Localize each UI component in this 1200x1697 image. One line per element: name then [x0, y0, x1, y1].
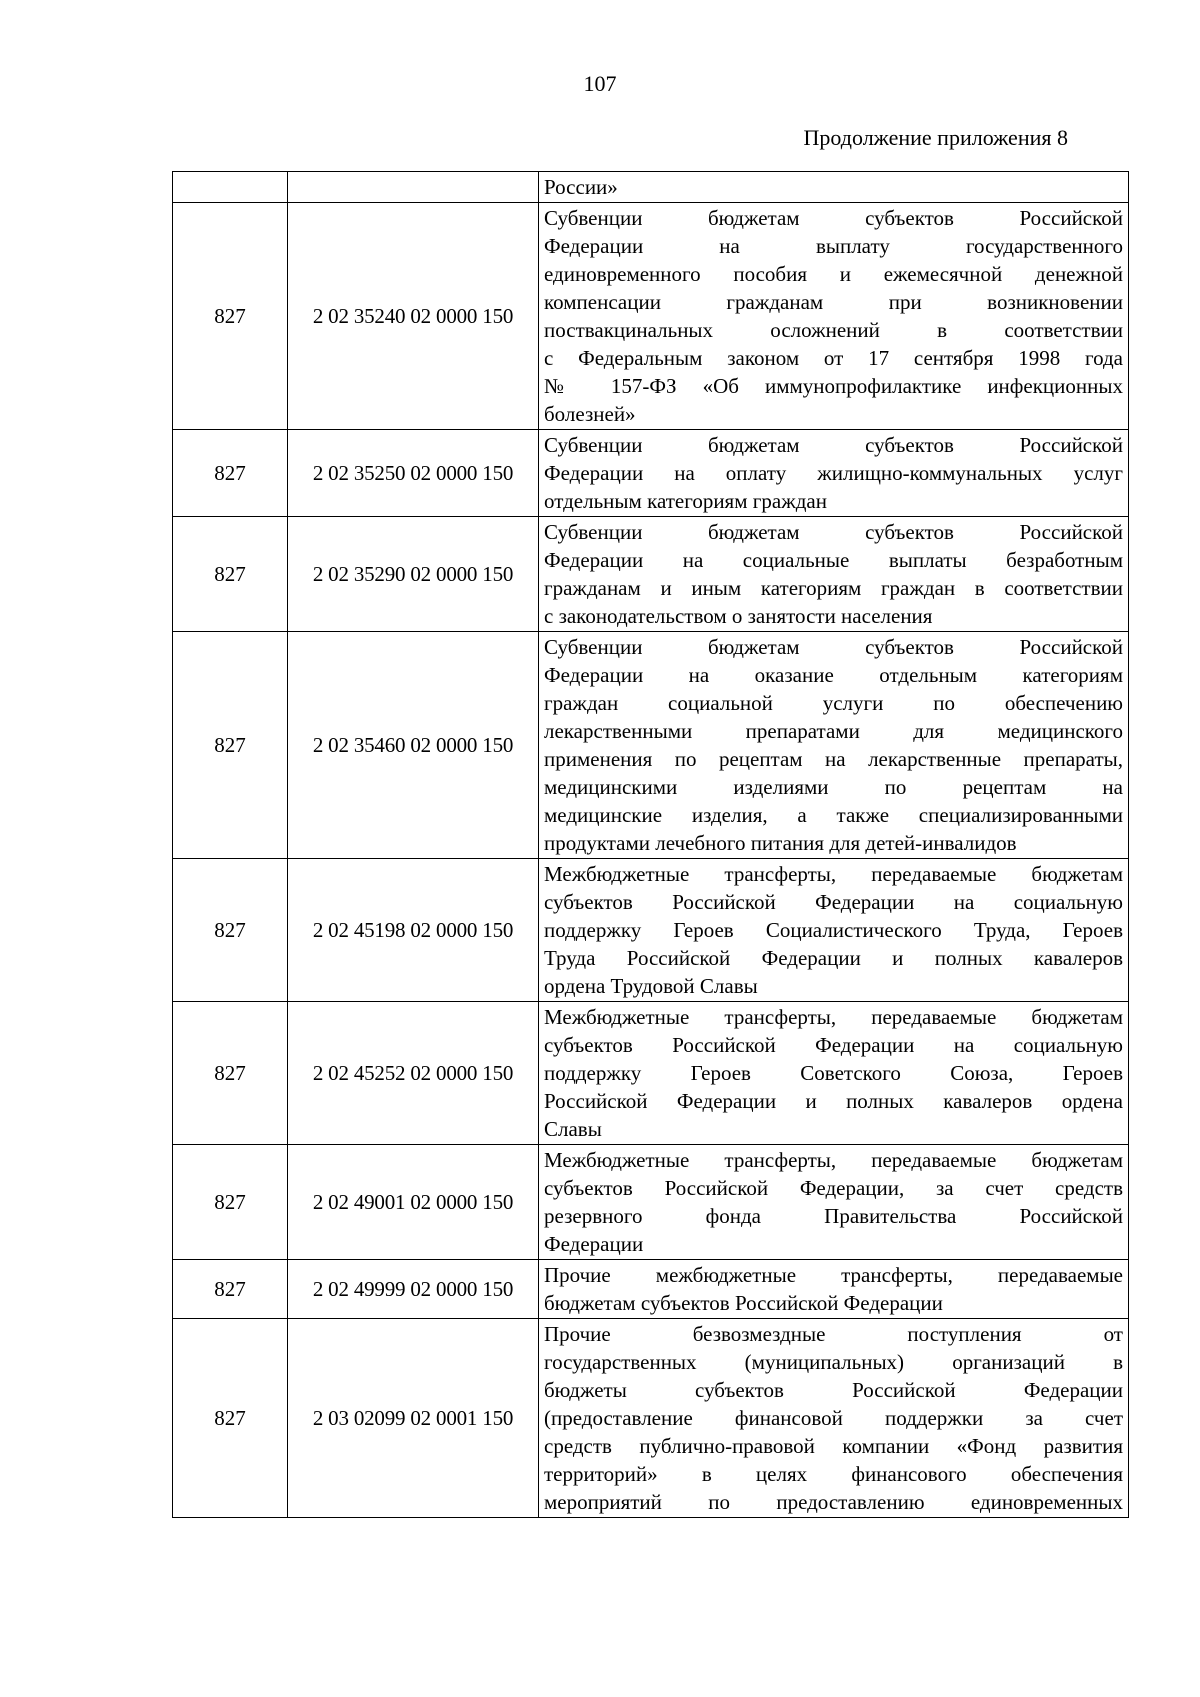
revenue-name-line: Труда Российской Федерации и полных кавалеров — [544, 946, 1123, 970]
revenue-name-cell — [539, 517, 1129, 632]
table-row — [173, 1260, 1129, 1319]
revenue-name-line: территорий» в целях финансового обеспечения — [544, 1462, 1123, 1486]
table-row — [173, 172, 1129, 203]
revenue-name-cell — [539, 632, 1129, 859]
revenue-name-line: лекарственными препаратами для медицинского — [544, 719, 1123, 743]
revenue-name-line: Межбюджетные трансферты, передаваемые бюджетам — [544, 862, 1123, 886]
table-row — [173, 859, 1129, 1002]
revenue-name-line: ордена Трудовой Славы — [544, 974, 758, 998]
table-body — [173, 172, 1129, 1518]
revenue-name-line: Субвенции бюджетам субъектов Российской — [544, 433, 1123, 457]
revenue-name-line: Прочие безвозмездные поступления от — [544, 1322, 1123, 1346]
admin-code-cell: 827 — [173, 1319, 288, 1518]
admin-code-cell — [173, 172, 288, 203]
budget-classification-code-cell — [288, 172, 539, 203]
appendix-caption: Продолжение приложения 8 — [803, 125, 1068, 150]
table-row — [173, 1145, 1129, 1260]
revenue-name-line: Федерации на выплату государственного — [544, 234, 1123, 258]
budget-classification-code-cell: 2 02 45198 02 0000 150 — [288, 859, 539, 1002]
revenue-name-line: бюджеты субъектов Российской Федерации — [544, 1378, 1123, 1402]
revenue-name-cell — [539, 1002, 1129, 1145]
admin-code-cell: 827 — [173, 859, 288, 1002]
revenue-name-cell — [539, 1319, 1129, 1518]
table-row — [173, 1002, 1129, 1145]
revenue-name-cell — [539, 203, 1129, 430]
revenue-name-line: Субвенции бюджетам субъектов Российской — [544, 206, 1123, 230]
revenue-name-line: поддержку Героев Социалистического Труда, Героев — [544, 918, 1123, 942]
revenue-name-line: продуктами лечебного питания для детей-инвалидов — [544, 831, 1017, 855]
revenue-name-cell — [539, 430, 1129, 517]
revenue-name-line: единовременного пособия и ежемесячной денежной — [544, 262, 1123, 286]
admin-code-cell: 827 — [173, 632, 288, 859]
revenue-name-line: Субвенции бюджетам субъектов Российской — [544, 635, 1123, 659]
revenue-name-line: Прочие межбюджетные трансферты, передаваемые — [544, 1263, 1123, 1287]
table-row — [173, 203, 1129, 430]
revenue-name-line: с законодательством о занятости населения — [544, 604, 933, 628]
revenue-name-line: бюджетам субъектов Российской Федерации — [544, 1291, 943, 1315]
revenue-name-line: Федерации на оказание отдельным категориям — [544, 663, 1123, 687]
revenue-name-line: мероприятий по предоставлению единовременных — [544, 1490, 1123, 1514]
table-row — [173, 430, 1129, 517]
revenue-name-line: России» — [544, 175, 618, 199]
admin-code-cell: 827 — [173, 1002, 288, 1145]
budget-classification-code-cell: 2 02 35250 02 0000 150 — [288, 430, 539, 517]
admin-code-cell: 827 — [173, 517, 288, 632]
revenue-name-line: № 157-ФЗ «Об иммунопрофилактике инфекционных — [544, 374, 1123, 398]
revenue-name-line: отдельным категориям граждан — [544, 489, 827, 513]
budget-classification-code-cell: 2 02 49999 02 0000 150 — [288, 1260, 539, 1319]
admin-code-cell: 827 — [173, 1145, 288, 1260]
revenue-name-cell — [539, 859, 1129, 1002]
budget-classification-code-cell: 2 02 49001 02 0000 150 — [288, 1145, 539, 1260]
revenue-name-line: субъектов Российской Федерации на социальную — [544, 890, 1123, 914]
revenue-name-line: болезней» — [544, 402, 636, 426]
revenue-name-line: Субвенции бюджетам субъектов Российской — [544, 520, 1123, 544]
admin-code-cell: 827 — [173, 1260, 288, 1319]
revenue-name-cell — [539, 1260, 1129, 1319]
revenue-codes-table — [172, 171, 1129, 1518]
revenue-name-cell — [539, 172, 1129, 203]
revenue-name-line: Славы — [544, 1117, 602, 1141]
table-row — [173, 632, 1129, 859]
admin-code-cell: 827 — [173, 430, 288, 517]
revenue-name-line: поствакцинальных осложнений в соответствии — [544, 318, 1123, 342]
table-row — [173, 1319, 1129, 1518]
budget-classification-code-cell: 2 02 35240 02 0000 150 — [288, 203, 539, 430]
budget-classification-code-cell: 2 03 02099 02 0001 150 — [288, 1319, 539, 1518]
revenue-name-line: компенсации гражданам при возникновении — [544, 290, 1123, 314]
budget-classification-code-cell: 2 02 35460 02 0000 150 — [288, 632, 539, 859]
revenue-name-line: гражданам и иным категориям граждан в соответствии — [544, 576, 1123, 600]
revenue-name-line: субъектов Российской Федерации на социальную — [544, 1033, 1123, 1057]
revenue-name-line: Федерации на социальные выплаты безработным — [544, 548, 1123, 572]
revenue-name-line: применения по рецептам на лекарственные препараты, — [544, 747, 1123, 771]
table-row — [173, 517, 1129, 632]
revenue-name-line: Федерации на оплату жилищно-коммунальных услуг — [544, 461, 1123, 485]
budget-classification-code-cell: 2 02 35290 02 0000 150 — [288, 517, 539, 632]
revenue-name-line: с Федеральным законом от 17 сентября 1998 года — [544, 346, 1123, 370]
revenue-name-line: государственных (муниципальных) организаций в — [544, 1350, 1123, 1374]
revenue-name-line: Межбюджетные трансферты, передаваемые бюджетам — [544, 1148, 1123, 1172]
revenue-name-line: субъектов Российской Федерации, за счет средств — [544, 1176, 1123, 1200]
revenue-name-line: медицинскими изделиями по рецептам на — [544, 775, 1123, 799]
revenue-name-line: медицинские изделия, а также специализированными — [544, 803, 1123, 827]
revenue-name-line: (предоставление финансовой поддержки за счет — [544, 1406, 1123, 1430]
page-number: 107 — [583, 71, 617, 96]
budget-classification-code-cell: 2 02 45252 02 0000 150 — [288, 1002, 539, 1145]
revenue-name-cell — [539, 1145, 1129, 1260]
revenue-name-line: Федерации — [544, 1232, 644, 1256]
admin-code-cell: 827 — [173, 203, 288, 430]
revenue-name-line: поддержку Героев Советского Союза, Героев — [544, 1061, 1123, 1085]
revenue-name-line: средств публично-правовой компании «Фонд развития — [544, 1434, 1123, 1458]
revenue-name-line: Межбюджетные трансферты, передаваемые бюджетам — [544, 1005, 1123, 1029]
revenue-name-line: Российской Федерации и полных кавалеров ордена — [544, 1089, 1123, 1113]
revenue-name-line: резервного фонда Правительства Российской — [544, 1204, 1123, 1228]
revenue-name-line: граждан социальной услуги по обеспечению — [544, 691, 1123, 715]
